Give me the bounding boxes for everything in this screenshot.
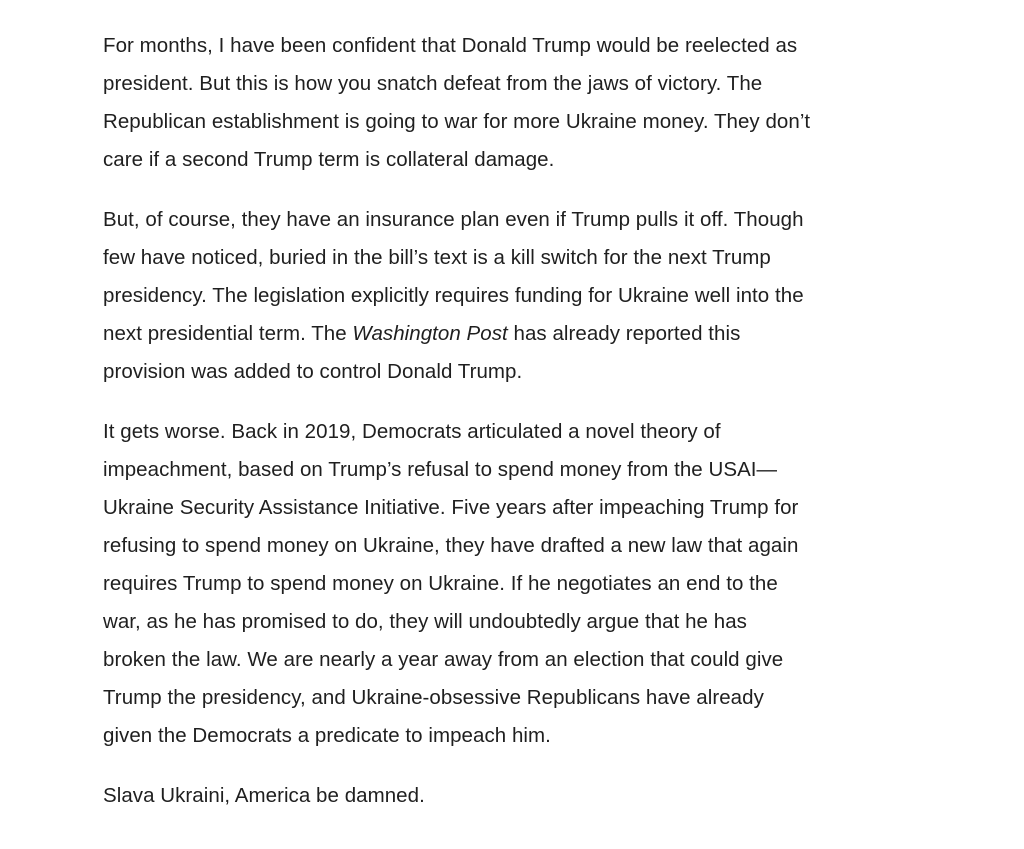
paragraph-4 xyxy=(103,777,933,815)
article-body xyxy=(103,27,933,815)
paragraph-line: president. But this is how you snatch defeat from the jaws of victory. The xyxy=(103,72,763,95)
line-text: next presidential term. The xyxy=(103,322,353,345)
paragraph-line: refusing to spend money on Ukraine, they have drafted a new law that again xyxy=(103,534,799,557)
paragraph-2 xyxy=(103,201,933,391)
paragraph-line: Ukraine Security Assistance Initiative. Five years after impeaching Trump for xyxy=(103,496,799,519)
paragraph-line: It gets worse. Back in 2019, Democrats articulated a novel theory of xyxy=(103,420,721,443)
paragraph-line: For months, I have been confident that Donald Trump would be reelected as xyxy=(103,34,798,57)
paragraph-1 xyxy=(103,27,933,179)
paragraph-line xyxy=(103,315,933,353)
paragraph-line: few have noticed, buried in the bill’s text is a kill switch for the next Trump xyxy=(103,246,771,269)
paragraph-line: war, as he has promised to do, they will undoubtedly argue that he has xyxy=(103,610,747,633)
paragraph-line: Slava Ukraini, America be damned. xyxy=(103,784,425,807)
paragraph-line: care if a second Trump term is collateral damage. xyxy=(103,148,555,171)
paragraph-line: given the Democrats a predicate to impeach him. xyxy=(103,724,551,747)
paragraph-line: impeachment, based on Trump’s refusal to spend money from the USAI— xyxy=(103,458,778,481)
line-text: has already reported this xyxy=(507,322,741,345)
paragraph-3 xyxy=(103,413,933,755)
paragraph-line: Trump the presidency, and Ukraine-obsessive Republicans have already xyxy=(103,686,764,709)
paragraph-line: Republican establishment is going to war for more Ukraine money. They don’t xyxy=(103,110,811,133)
paragraph-line: provision was added to control Donald Trump. xyxy=(103,360,523,383)
paragraph-line: presidency. The legislation explicitly requires funding for Ukraine well into the xyxy=(103,284,804,307)
paragraph-line: But, of course, they have an insurance plan even if Trump pulls it off. Though xyxy=(103,208,804,231)
paragraph-line: requires Trump to spend money on Ukraine. If he negotiates an end to the xyxy=(103,572,778,595)
publication-name: Washington Post xyxy=(352,322,508,345)
paragraph-line: broken the law. We are nearly a year away from an election that could give xyxy=(103,648,784,671)
